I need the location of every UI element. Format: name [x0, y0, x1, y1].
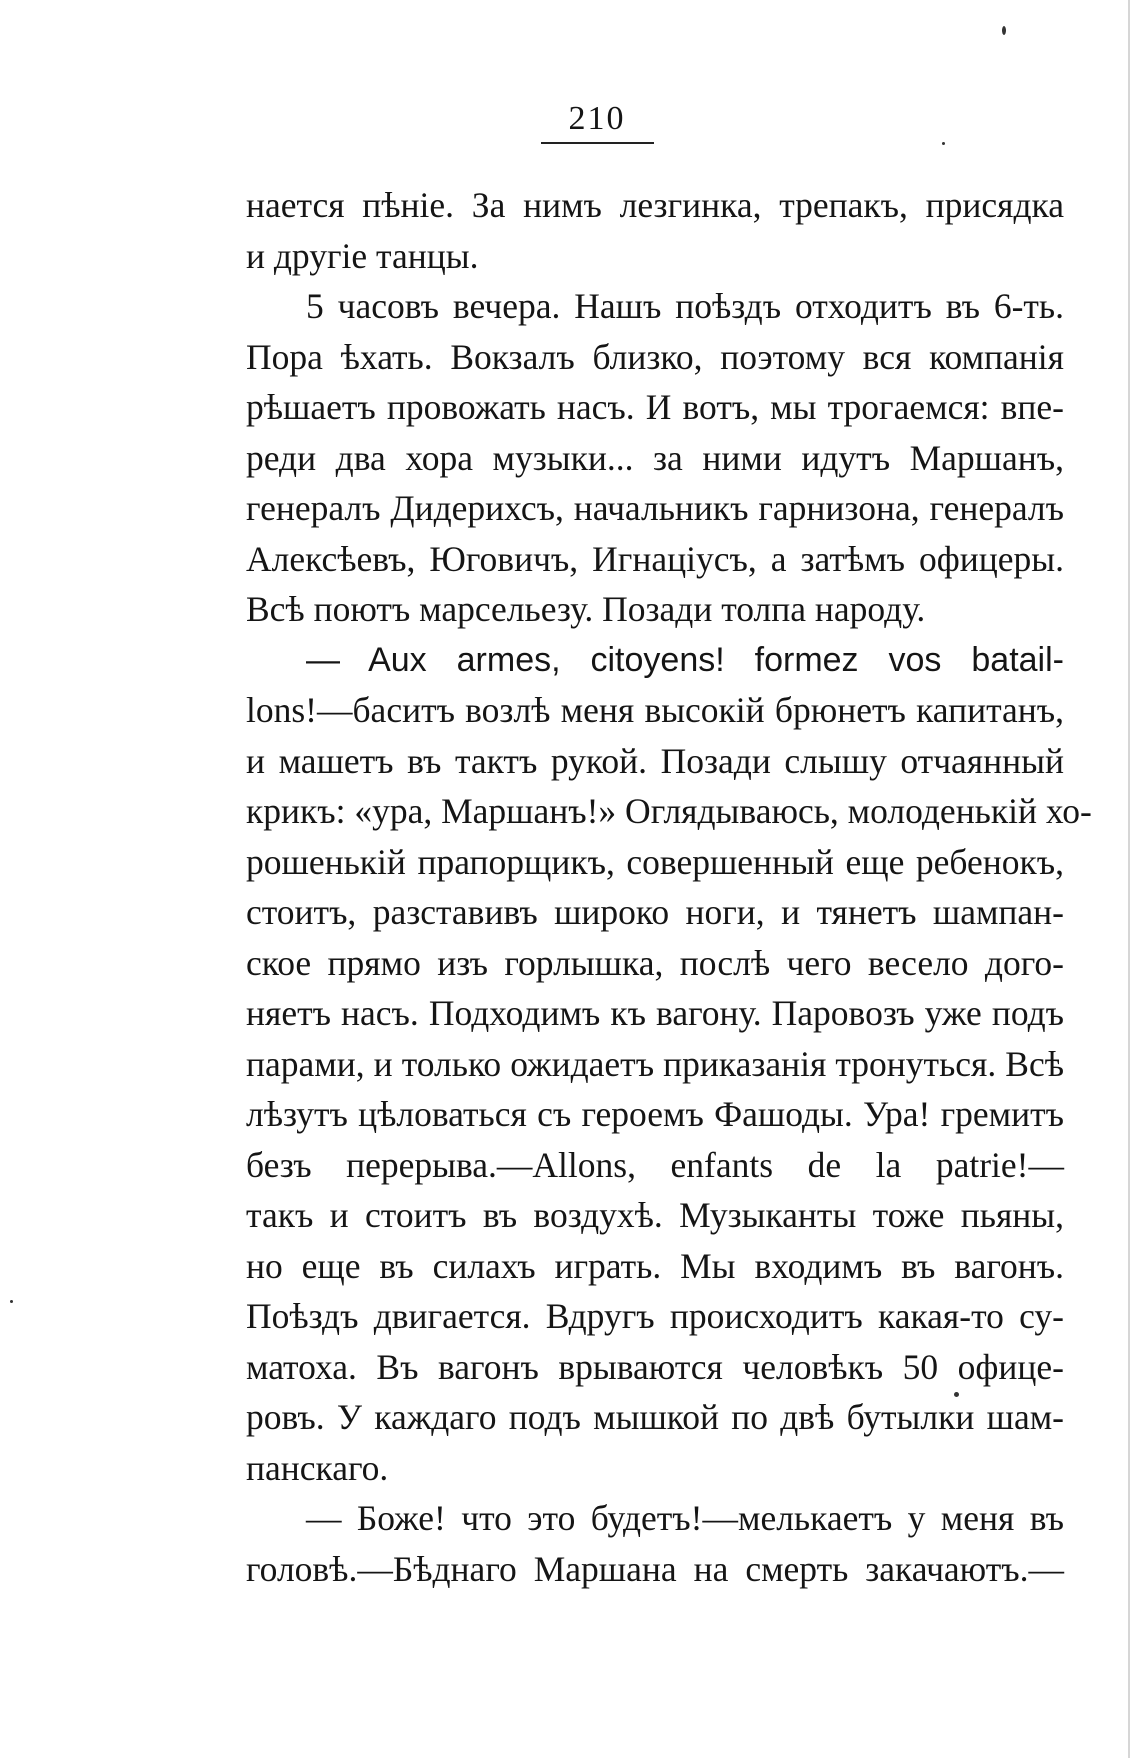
text-line: парами, и только ожидаетъ приказанія тронуться. Всѣ	[246, 1043, 1064, 1084]
text-line: матоха. Въ вагонъ врываются человѣкъ 50 офице-	[246, 1346, 1064, 1387]
text-line: реди два хора музыки... за ними идутъ Маршанъ,	[246, 437, 1064, 478]
text-line: Всѣ поютъ марсельезу. Позади толпа народу.	[246, 589, 926, 629]
text-line: и машетъ въ тактъ рукой. Позади слышу отчаянный	[246, 740, 1064, 781]
text-line: головѣ.—Бѣднаго Маршана на смерть закачаютъ.—	[246, 1548, 1064, 1589]
text-line: лѣзутъ цѣловаться съ героемъ Фашоды. Ура! гремитъ	[246, 1094, 1064, 1134]
text-line: Поѣздъ двигается. Вдругъ происходитъ какая-то су-	[246, 1296, 1064, 1336]
body-text	[246, 180, 1092, 1594]
text-line: — Боже! что это будетъ!—мелькаетъ у меня въ	[306, 1498, 1064, 1538]
scan-speck	[1002, 26, 1006, 35]
text-line: такъ и стоитъ въ воздухѣ. Музыканты тоже пьяны,	[246, 1195, 1064, 1235]
text-line: Пора ѣхать. Вокзалъ близко, поэтому вся компанія	[246, 336, 1064, 377]
text-line: lons!—баситъ возлѣ меня высокій брюнетъ капитанъ,	[246, 690, 1064, 730]
scan-edge-line	[1128, 0, 1130, 1758]
text-line: 5 часовъ вечера. Нашъ поѣздъ отходитъ въ 6-ть.	[306, 286, 1064, 326]
page-number: 210	[541, 100, 654, 144]
text-line: безъ перерыва.—Allons, enfants de la patrie!—	[246, 1144, 1064, 1185]
text-line: но еще въ силахъ играть. Мы входимъ въ вагонъ.	[246, 1245, 1064, 1286]
text-line: Алексѣевъ, Юговичъ, Игнаціусъ, а затѣмъ офицеры.	[246, 538, 1064, 579]
text-line: крикъ: «ура, Маршанъ!» Оглядываюсь, молоденькій хо-	[246, 791, 1092, 831]
page-header	[0, 100, 1140, 144]
text-line: панскаго.	[246, 1447, 389, 1488]
text-line: няетъ насъ. Подходимъ къ вагону. Паровозъ уже подъ	[246, 993, 1064, 1033]
text-line: ровъ. У каждаго подъ мышкой по двѣ бутылки шам-	[246, 1397, 1064, 1437]
text-line: стоитъ, разставивъ широко ноги, и тянетъ шампан-	[246, 892, 1064, 932]
text-line: и другіе танцы.	[246, 235, 479, 276]
text-line: — Aux armes, citoyens! formez vos batail-	[306, 640, 1064, 679]
text-line: рѣшаетъ провожать насъ. И вотъ, мы трогаемся: впе-	[246, 387, 1064, 427]
text-line: рошенькій прапорщикъ, совершенный еще ребенокъ,	[246, 841, 1064, 882]
text-line: ское прямо изъ горлышка, послѣ чего весело дого-	[246, 942, 1064, 983]
text-line: генералъ Дидерихсъ, начальникъ гарнизона, генералъ	[246, 488, 1064, 528]
text-line: нается пѣніе. За нимъ лезгинка, трепакъ, присядка	[246, 185, 1064, 225]
scan-speck	[10, 1300, 13, 1303]
